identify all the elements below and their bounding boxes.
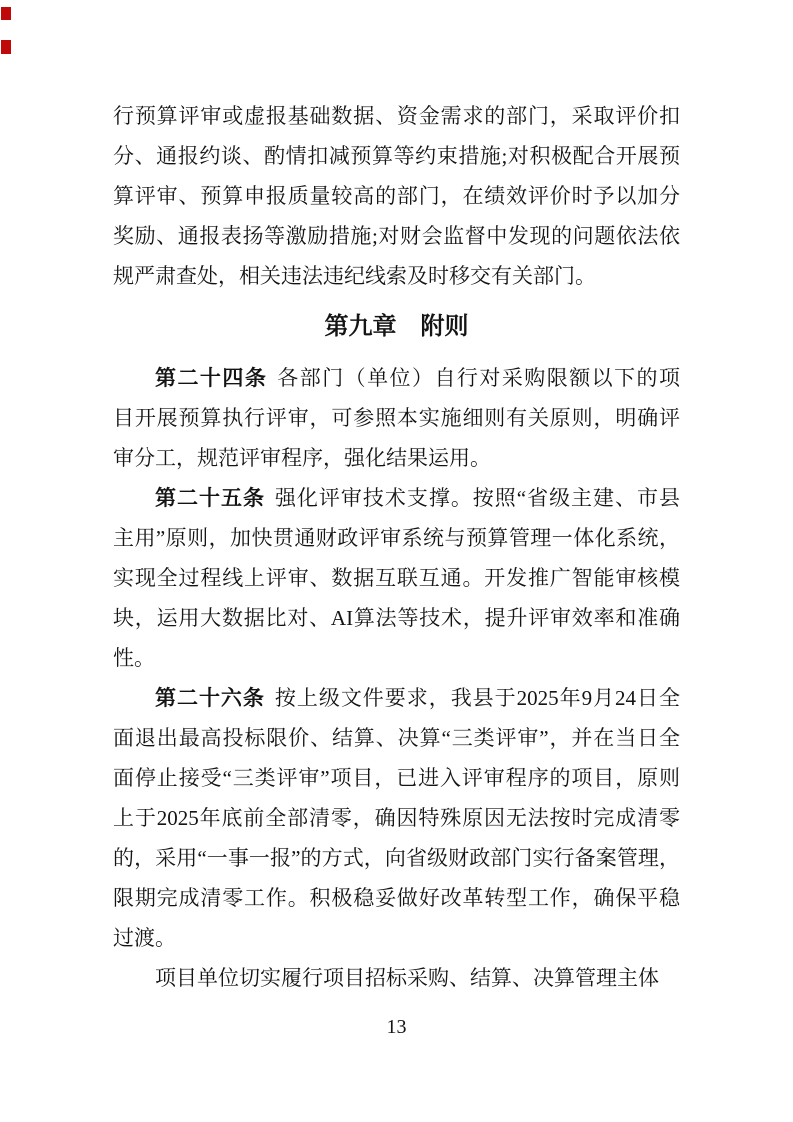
article-text: 各部门（单位）自行对采购限额以下的项 bbox=[277, 366, 681, 390]
article-first-line bbox=[113, 478, 680, 518]
article-text: 按上级文件要求，我县于2025年9月24日全 bbox=[274, 686, 681, 710]
article-label: 第二十四条 bbox=[155, 366, 268, 390]
para-line: 规严肃查处，相关违法违纪线索及时移交有关部门。 bbox=[113, 264, 596, 288]
para-line: 实现全过程线上评审、数据互联互通。开发推广智能审核模 bbox=[113, 566, 680, 590]
article-text: 强化评审技术支撑。按照“省级主建、市县 bbox=[274, 486, 680, 510]
para-line: 面停止接受“三类评审”项目，已进入评审程序的项目，原则 bbox=[113, 766, 680, 790]
para-line: 目开展预算执行评审，可参照本实施细则有关原则，明确评 bbox=[113, 406, 680, 430]
para-line: 算评审、预算申报质量较高的部门，在绩效评价时予以加分 bbox=[113, 184, 680, 208]
chapter-heading: 第九章 附则 bbox=[324, 314, 469, 340]
red-mark-bottom bbox=[1, 40, 11, 54]
article-first-line bbox=[113, 678, 680, 718]
para-line: 过渡。 bbox=[113, 926, 176, 950]
article-label: 第二十五条 bbox=[155, 486, 265, 510]
para-line: 面退出最高投标限价、结算、决算“三类评审”，并在当日全 bbox=[113, 726, 680, 750]
para-line: 性。 bbox=[113, 646, 155, 670]
para-line: 行预算评审或虚报基础数据、资金需求的部门，采取评价扣 bbox=[113, 104, 680, 128]
para-line: 分、通报约谈、酌情扣减预算等约束措施;对积极配合开展预 bbox=[113, 144, 680, 168]
para-line: 奖励、通报表扬等激励措施;对财会监督中发现的问题依法依 bbox=[113, 224, 680, 248]
para-line: 的，采用“一事一报”的方式，向省级财政部门实行备案管理， bbox=[113, 846, 680, 870]
para-line: 审分工，规范评审程序，强化结果运用。 bbox=[113, 446, 491, 470]
para-line: 上于2025年底前全部清零，确因特殊原因无法按时完成清零 bbox=[113, 806, 680, 830]
page-number: 13 bbox=[386, 1016, 407, 1038]
para-line: 块，运用大数据比对、AI算法等技术，提升评审效率和准确 bbox=[113, 606, 680, 630]
para-line: 限期完成清零工作。积极稳妥做好改革转型工作，确保平稳 bbox=[113, 886, 680, 910]
red-mark-top bbox=[1, 7, 11, 20]
text-block bbox=[113, 96, 680, 998]
article-label: 第二十六条 bbox=[155, 686, 265, 710]
para-line: 主用”原则，加快贯通财政评审系统与预算管理一体化系统， bbox=[113, 526, 680, 550]
article-first-line bbox=[113, 358, 680, 398]
para-line: 项目单位切实履行项目招标采购、结算、决算管理主体 bbox=[155, 966, 659, 990]
